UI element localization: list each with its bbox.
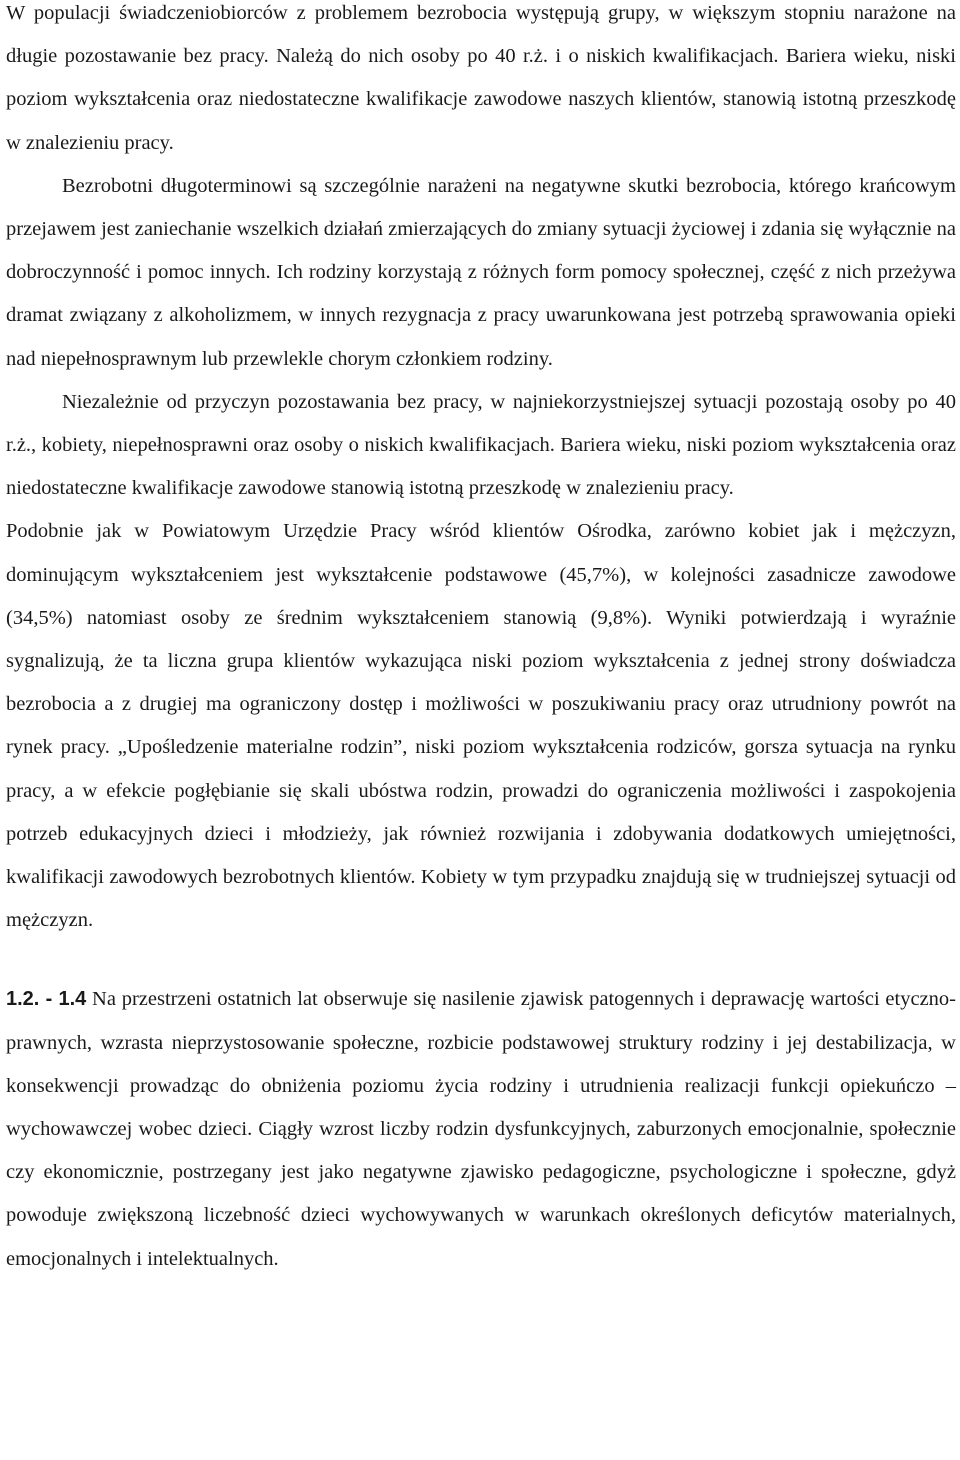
paragraph-3: Niezależnie od przyczyn pozostawania bez pracy, w najniekorzystniejszej sytuacji pozostają osoby po 40 r.ż., kobiety, niepełnosprawni oraz osoby o niskich kwalifikacjach. Bariera wieku, niski poziom wykształcenia oraz niedostateczne kwalifikacje zawodowe stanowią istotną przeszkodę w znalezieniu pracy. <box>6 390 956 500</box>
paragraph-2: Bezrobotni długoterminowi są szczególnie narażeni na negatywne skutki bezrobocia, którego krańcowym przejawem jest zaniechanie wszelkich działań zmierzających do zmiany sytuacji życiowej i zdania się wyłącznie na dobroczynność i pomoc innych. Ich rodziny korzystają z różnych form pomocy społecznej, część z nich przeżywa dramat związany z alkoholizmem, w innych rezygnacja z pracy uwarunkowana jest potrzebą sprawowania opieki nad niepełnosprawnym lub przewlekle chorym członkiem rodziny. <box>6 174 956 370</box>
paragraph-1: W populacji świadczeniobiorców z problemem bezrobocia występują grupy, w większym stopniu narażone na długie pozostawanie bez pracy. Należą do nich osoby po 40 r.ż. i o niskich kwalifikacjach. Bariera wieku, niski poziom wykształcenia oraz niedostateczne kwalifikacje zawodowe naszych klientów, stanowią istotną przeszkodę w znalezieniu pracy. <box>6 2 956 154</box>
section-number: 1.2. - 1.4 <box>6 988 87 1011</box>
section-text: Na przestrzeni ostatnich lat obserwuje się nasilenie zjawisk patogennych i deprawację wartości etyczno-prawnych, wzrasta nieprzystosowanie społeczne, rozbicie podstawowej struktury rodziny i jej destabilizacja, w konsekwencji prowadząc do obniżenia poziomu życia rodziny i utrudnienia realizacji funkcji opiekuńczo – wychowawczej wobec dzieci. Ciągły wzrost liczby rodzin dysfunkcyjnych, zaburzonych emocjonalnie, społecznie czy ekonomicznie, postrzegany jest jako negatywne zjawisko pedagogiczne, psychologiczne i społeczne, gdyż powoduje zwiększoną liczebność dzieci wychowywanych w warunkach określonych deficytów materialnych, emocjonalnych i intelektualnych. <box>6 988 956 1270</box>
document-page <box>6 0 956 1281</box>
paragraph-4: Podobnie jak w Powiatowym Urzędzie Pracy wśród klientów Ośrodka, zarówno kobiet jak i mężczyzn, dominującym wykształceniem jest wykształcenie podstawowe (45,7%), w kolejności zasadnicze zawodowe (34,5%) natomiast osoby ze średnim wykształceniem stanowią (9,8%). Wyniki potwierdzają i wyraźnie sygnalizują, że ta liczna grupa klientów wykazująca niski poziom wykształcenia z jednej strony doświadcza bezrobocia a z drugiej ma ograniczony dostęp i możliwości w poszukiwaniu pracy oraz utrudniony powrót na rynek pracy. „Upośledzenie materialne rodzin”, niski poziom wykształcenia rodziców, gorsza sytuacja na rynku pracy, a w efekcie pogłębianie się skali ubóstwa rodzin, prowadzi do ograniczenia możliwości i zaspokojenia potrzeb edukacyjnych dzieci i młodzieży, jak również rozwijania i zdobywania dodatkowych umiejętności, kwalifikacji zawodowych bezrobotnych klientów. Kobiety w tym przypadku znajdują się w trudniejszej sytuacji od mężczyzn. <box>6 520 956 932</box>
section-paragraph <box>6 978 956 1280</box>
